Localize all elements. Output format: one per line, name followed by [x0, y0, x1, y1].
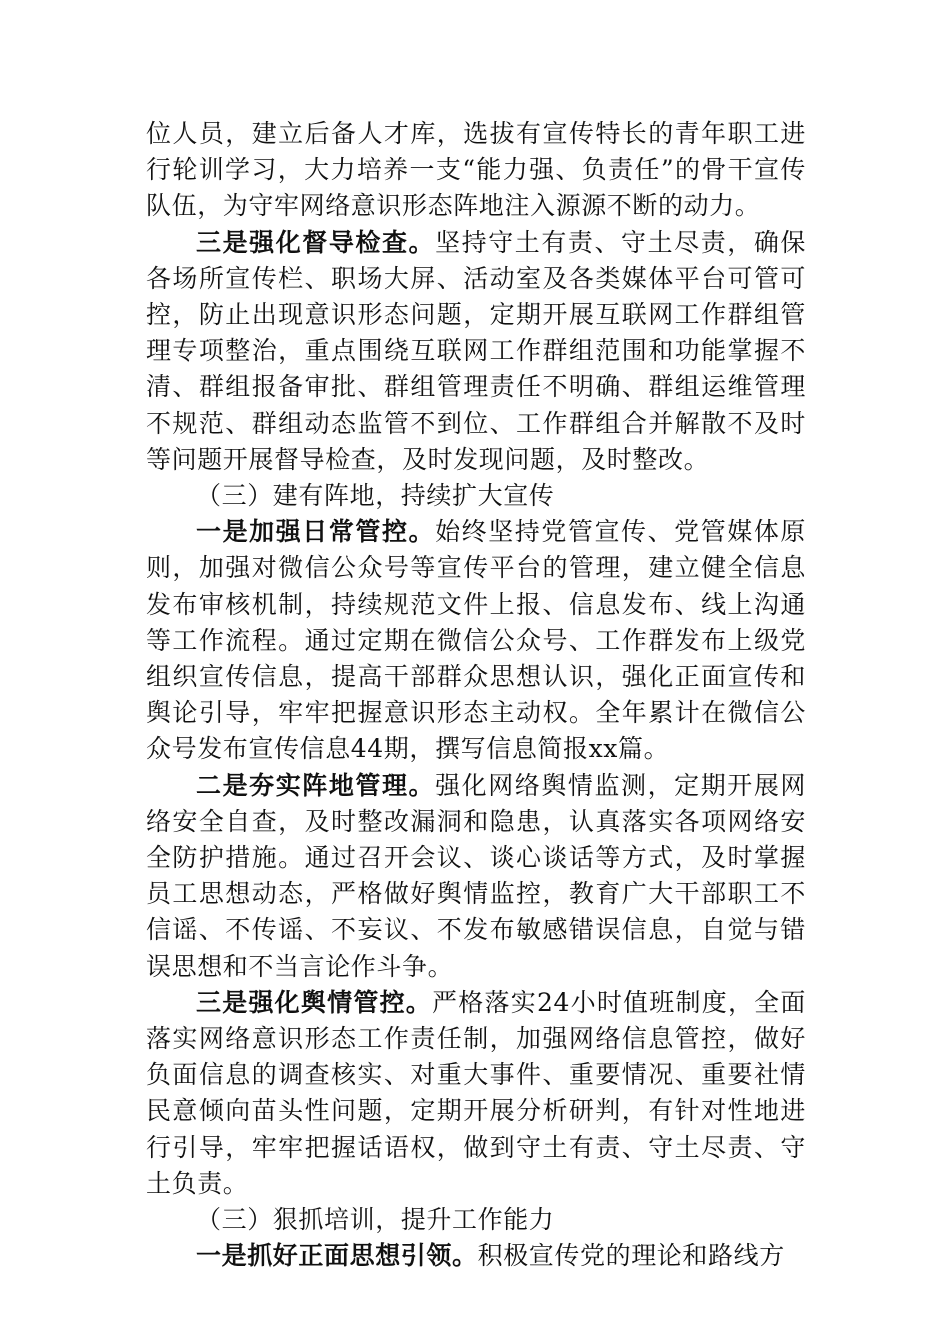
section-heading [146, 478, 806, 514]
paragraph-item-opinion-control [146, 985, 806, 1202]
section-heading [146, 1202, 806, 1238]
paragraph-text: 位人员，建立后备人才库，选拔有宣传特长的青年职工进行轮训学习，大力培养一支“能力强、负责任”的骨干宣传队伍，为守牢网络意识形态阵地注入源源不断的动力。 [146, 119, 806, 221]
document-body [146, 116, 806, 1275]
paragraph-continuation [146, 116, 806, 225]
paragraph-lead: 三是强化督导检查。 [196, 227, 436, 257]
paragraph-item-supervision [146, 225, 806, 478]
paragraph-text: 坚持守土有责、守土尽责，确保各场所宣传栏、职场大屏、活动室及各类媒体平台可管可控，防止出现意识形态问题，定期开展互联网工作群组管理专项整治，重点围绕互联网工作群组范围和功能掌握不清、群组报备审批、群组管理责任不明确、群组运维管理不规范、群组动态监管不到位、工作群组合并解散不及时等问题开展督导检查，及时发现问题，及时整改。 [146, 227, 806, 474]
paragraph-text: 强化网络舆情监测，定期开展网络安全自查，及时整改漏洞和隐患，认真落实各项网络安全防护措施。通过召开会议、谈心谈话等方式，及时掌握员工思想动态，严格做好舆情监控，教育广大干部职工不信谣、不传谣、不妄议、不发布敏感错误信息，自觉与错误思想和不当言论作斗争。 [146, 770, 806, 981]
paragraph-item-daily-control [146, 514, 806, 767]
paragraph-text: 严格落实24小时值班制度，全面落实网络意识形态工作责任制，加强网络信息管控，做好负面信息的调查核实、对重大事件、重要情况、重要社情民意倾向苗头性问题，定期开展分析研判，有针对性地进行引导，牢牢把握话语权，做到守土有责、守土尽责、守土负责。 [146, 987, 806, 1198]
paragraph-lead: 一是抓好正面思想引领。 [196, 1241, 478, 1271]
paragraph-lead: 二是夯实阵地管理。 [196, 770, 436, 800]
paragraph-lead: 三是强化舆情管控。 [196, 987, 433, 1017]
paragraph-lead: 一是加强日常管控。 [196, 517, 436, 547]
section-heading-text: （三）狠抓培训，提升工作能力 [196, 1205, 555, 1235]
paragraph-text: 始终坚持党管宣传、党管媒体原则，加强对微信公众号等宣传平台的管理，建立健全信息发布审核机制，持续规范文件上报、信息发布、线上沟通等工作流程。通过定期在微信公众号、工作群发布上级党组织宣传信息，提高干部群众思想认识，强化正面宣传和舆论引导，牢牢把握意识形态主动权。全年累计在微信公众号发布宣传信息44期，撰写信息简报xx篇。 [146, 517, 806, 764]
section-heading-text: （三）建有阵地，持续扩大宣传 [196, 481, 555, 511]
paragraph-item-ideological-guidance [146, 1238, 806, 1274]
paragraph-item-position-management [146, 768, 806, 985]
paragraph-text: 积极宣传党的理论和路线方 [477, 1241, 785, 1271]
